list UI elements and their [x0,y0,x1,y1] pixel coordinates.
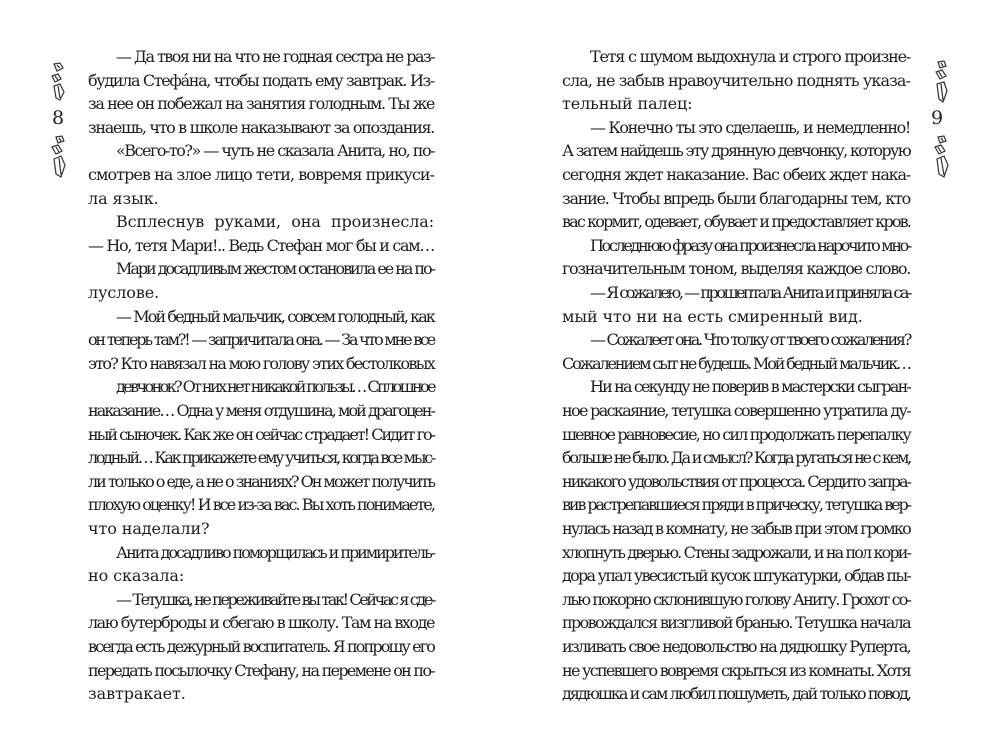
text-line: зание. Чтобы впредь были благодарны тем, кто [562,188,910,208]
text-line: ный сыночек. Как же он сейчас страдает! Сидит го- [88,424,434,444]
text-line: знаешь, что в школе наказывают за опоздания. [88,117,434,137]
text-line: но сказала: [88,566,185,586]
text-line: — Сожалеет она. Что толку от твоего сожаления? [590,330,910,350]
text-line: нулась назад в комнату, не забыв при этом громко [562,519,910,538]
text-line: — Да твоя ни на что не годная сестра не раз- [116,47,434,66]
text-line: Анита досадливо поморщилась и примиритель- [116,542,434,562]
text-line: Сожалением сыт не будешь. Мой бедный мальчик… [562,353,910,373]
text-line: не успевшего вовремя скрыться из комнаты. Хотя [562,660,910,680]
text-line: смотрев на злое лицо тети, вовремя прикуси- [88,165,434,184]
text-line: ное раскаяние, тетушка совершенно утратила ду- [562,401,910,420]
text-line: вас кормит, одевает, обувает и предоставляет кров. [562,212,910,232]
text-line: шевное равновесие, но сил продолжать перепалку [562,424,910,444]
text-line: ла язык. [88,188,159,208]
text-line: передать посылочку Стефану, на перемене он по- [88,660,434,680]
text-line: дора упал увесистый кусок штукатурки, обдав пы- [562,566,910,586]
text-line: лодный… Как прикажете ему учиться, когда все мыс- [88,448,434,468]
text-line: Ни на секунду не поверив в мастерски сыгран- [590,377,910,397]
text-line: изливать свое недовольство на дядюшку Руперта, [562,637,910,656]
text-line: сла, не забыв нравоучительно поднять указа- [562,70,910,90]
text-line: будила Стефáна, чтобы подать ему завтрак. Из- [88,70,434,90]
text-line: тельный палец: [562,94,693,114]
left-page-number: 8 [52,107,65,129]
text-line: «Всего-то?» — чуть не сказала Анита, но, по- [116,141,434,161]
right-bottom-crystal-icon [930,135,954,185]
text-line: Тетя с шумом выдохнула и строго произне- [590,47,910,66]
text-line: ли только о еде, а не о знаниях? Он может получить [88,471,434,491]
right-top-crystal-icon [930,60,954,104]
text-line: — Тетушка, не переживайте вы так! Сейчас я сде- [116,589,434,609]
text-line: никакого удовольствия от процесса. Сердито запра- [562,471,910,491]
text-line: — Но, тетя Мари!.. Ведь Стефан мог бы и сам… [88,235,434,255]
left-bottom-crystal-icon [48,135,72,185]
text-line: что наделали? [88,519,210,538]
text-line: больше не было. Да и смысл? Когда ругаться не с кем, [562,448,910,468]
text-line: Мари досадливым жестом остановила ее на по- [116,259,434,279]
text-line: наказание… Одна у меня отдушина, мой драгоцен- [88,401,434,420]
text-line: лью покорно склонившую голову Аниту. Грохот со- [562,589,910,609]
text-line: дядюшка и сам любил пошуметь, дай только повод, [562,684,910,704]
text-line: А затем найдешь эту дрянную девчонку, которую [562,141,910,161]
text-line: мый что ни на есть смиренный вид. [562,306,863,326]
text-line: — Конечно ты это сделаешь, и немедленно! [590,117,910,137]
text-line: за нее он побежал на занятия голодным. Ты же [88,94,434,114]
text-line: это? Кто навязал на мою голову этих бестолковых [88,353,434,373]
text-line: — Я сожалею, — прошептала Анита и приняла са- [590,283,910,302]
text-line: хлопнуть дверью. Стены задрожали, и на пол кори- [562,542,910,562]
text-line: луслове. [88,283,160,302]
text-line: завтракает. [88,684,186,704]
text-line: лаю бутерброды и сбегаю в школу. Там на входе [88,613,434,633]
text-line: всегда есть дежурный воспитатель. Я попрошу его [88,637,434,656]
text-line: Всплеснув руками, она произнесла: [116,212,434,232]
text-line: Последнюю фразу она произнесла нарочито мно- [590,235,910,255]
text-line: сегодня ждет наказание. Вас обеих ждет нака- [562,165,910,184]
left-top-crystal-icon [48,62,72,102]
text-line: гозначительным тоном, выделяя каждое слово. [562,259,910,279]
text-line: он теперь там?! — запричитала она. — За что мне все [88,330,434,350]
right-page-number: 9 [931,107,944,129]
text-line: провождался визгливой бранью. Тетушка начала [562,613,910,633]
text-line: девчонок? От них нет никакой пользы… Сплошное [116,377,434,397]
text-line: вив растрепавшиеся пряди в прическу, тетушка вер- [562,495,910,515]
text-line: плохую оценку! И все из-за вас. Вы хоть понимаете, [88,495,434,515]
text-line: — Мой бедный мальчик, совсем голодный, как [116,306,434,326]
